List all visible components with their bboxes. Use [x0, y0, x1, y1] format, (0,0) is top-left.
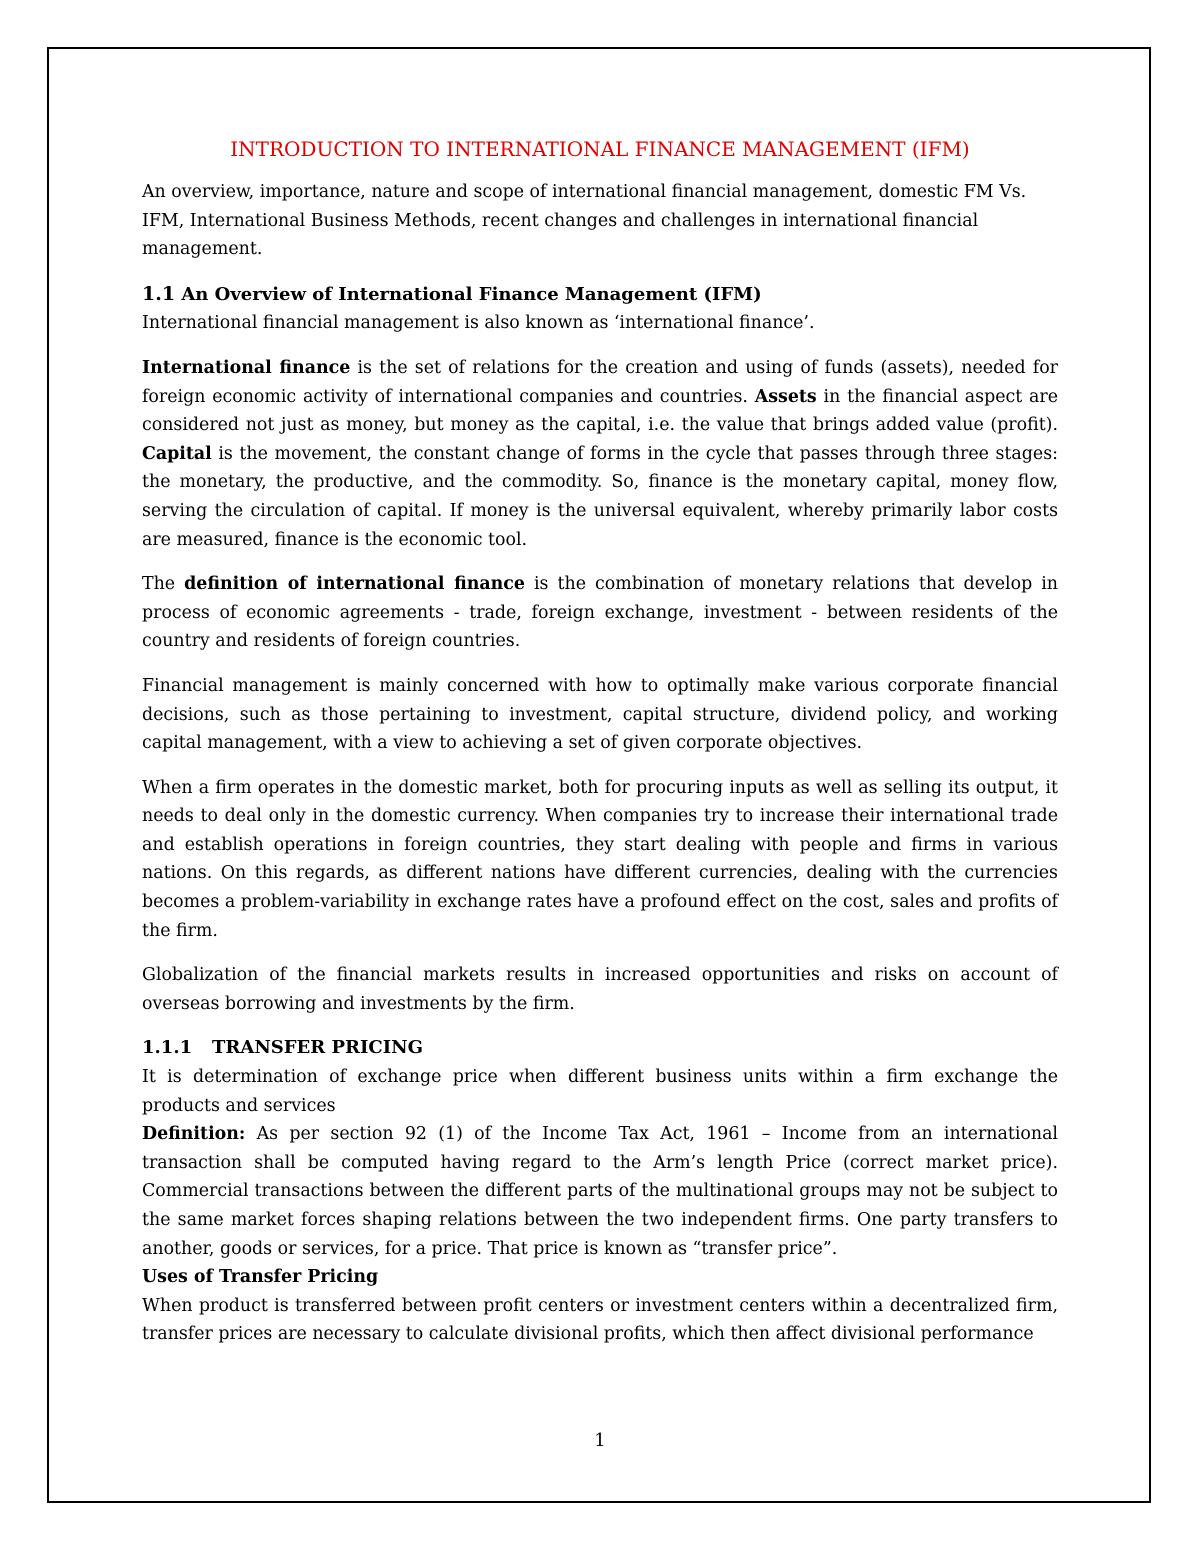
- fm-paragraph: Financial management is mainly concerned with how to optimally make various corporate financial decisions, such as those pertaining to investment, capital structure, dividend policy, and working capital management, with a view to achieving a set of given corporate objectives.: [142, 675, 1058, 754]
- aka-paragraph: International financial management is also known as ‘international finance’.: [142, 313, 815, 334]
- section-1-1-1-heading: [142, 1034, 1058, 1063]
- domestic-paragraph: When a firm operates in the domestic market, both for procuring inputs as well as selling its output, it needs to deal only in the domestic currency. When companies try to increase their international trade and establish operations in foreign countries, they start dealing with people and firms in various nations. On this regards, as different nations have different currencies, dealing with the currencies becomes a problem-variability in exchange rates have a profound effect on the cost, sales and profits of the firm.: [142, 777, 1058, 941]
- term-assets: Assets: [754, 386, 817, 407]
- uses-heading: Uses of Transfer Pricing: [142, 1267, 379, 1288]
- subsection-title: TRANSFER PRICING: [212, 1037, 423, 1059]
- transfer-intro: It is determination of exchange price when different business units within a firm exchange the products and services: [142, 1067, 1058, 1116]
- term-definition: definition of international finance: [184, 574, 525, 595]
- transfer-definition: [142, 1120, 1058, 1263]
- globalization-paragraph: Globalization of the financial markets results in increased opportunities and risks on account of overseas borrowing and investments by the firm.: [142, 965, 1058, 1014]
- uses-paragraph: When product is transferred between profit centers or investment centers within a decentralized firm, transfer prices are necessary to calculate divisional profits, which then affect divisional performance: [142, 1295, 1058, 1345]
- term-international-finance: International finance: [142, 357, 351, 378]
- definition-body: As per section 92 (1) of the Income Tax Act, 1961 – Income from an international transaction shall be computed having regard to the Arm’s length Price (correct market price). Commercial transactions between the different parts of the multinational groups may not be subject to the same market forces shaping relations between the two independent firms. One party transfers to another, goods or services, for a price. That price is known as “transfer price”.: [142, 1124, 1058, 1259]
- definition-paragraph: [142, 570, 1058, 656]
- document-title: INTRODUCTION TO INTERNATIONAL FINANCE MANAGEMENT (IFM): [230, 137, 970, 161]
- document-body: [142, 130, 1058, 1349]
- page-number: 1: [594, 1430, 606, 1451]
- subsection-number: 1.1.1: [142, 1037, 193, 1059]
- section-title: An Overview of International Finance Management (IFM): [181, 283, 762, 305]
- section-1-1-heading: [142, 280, 1058, 310]
- finance-text-3: is the movement, the constant change of forms in the cycle that passes through three stages: the monetary, the productive, and the commodity. So, finance is the monetary capital, money flow, serving the circulation of capital. If money is the universal equivalent, whereby primarily labor costs are measured, finance is the economic tool.: [142, 443, 1058, 550]
- definition-pre: The: [142, 574, 185, 595]
- term-capital: Capital: [142, 443, 212, 464]
- finance-text-2: in the financial aspect are considered not just as money, but money as the capital, i.e. the value that brings added value (profit).: [142, 386, 1058, 436]
- definition-text: is the combination of monetary relations that develop in process of economic agreements - trade, foreign exchange, investment - between residents of the country and residents of foreign countries.: [142, 574, 1059, 652]
- section-number: 1.1: [142, 282, 176, 305]
- definition-label: Definition:: [142, 1124, 246, 1145]
- finance-text-1: is the set of relations for the creation and using of funds (assets), needed for foreign economic activity of international companies and countries.: [142, 357, 1058, 407]
- finance-paragraph: [142, 354, 1058, 554]
- intro-paragraph: An overview, importance, nature and scope of international financial management, domestic FM Vs. IFM, International Business Methods, recent changes and challenges in international financial management.: [142, 182, 1027, 260]
